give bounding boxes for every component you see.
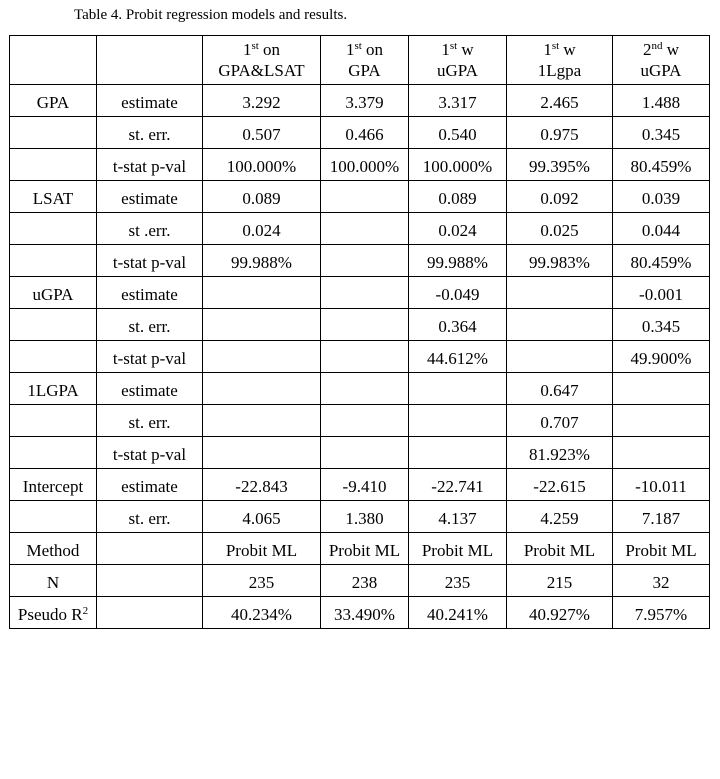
statistic-cell: [97, 597, 203, 629]
value-cell: 0.039: [613, 181, 710, 213]
table-row: [10, 501, 710, 533]
value-cell: 0.089: [409, 181, 507, 213]
variable-cell: Method: [10, 533, 97, 565]
statistic-cell: t-stat p-val: [97, 245, 203, 277]
statistic-cell: estimate: [97, 85, 203, 117]
value-cell: 100.000%: [409, 149, 507, 181]
value-cell: 1.488: [613, 85, 710, 117]
value-cell: [507, 341, 613, 373]
variable-cell: [10, 149, 97, 181]
value-cell: [203, 373, 321, 405]
variable-cell: GPA: [10, 85, 97, 117]
statistic-cell: estimate: [97, 469, 203, 501]
column-header: 1st w uGPA: [409, 36, 507, 85]
value-cell: 80.459%: [613, 149, 710, 181]
value-cell: [321, 277, 409, 309]
table-row: [10, 309, 710, 341]
value-cell: [321, 341, 409, 373]
value-cell: [321, 437, 409, 469]
header-corner-variable: [10, 36, 97, 85]
value-cell: 0.024: [203, 213, 321, 245]
value-cell: 0.345: [613, 309, 710, 341]
variable-cell: [10, 437, 97, 469]
value-cell: [613, 373, 710, 405]
value-cell: Probit ML: [507, 533, 613, 565]
value-cell: [321, 373, 409, 405]
value-cell: -10.011: [613, 469, 710, 501]
value-cell: 215: [507, 565, 613, 597]
statistic-cell: t-stat p-val: [97, 437, 203, 469]
header-row: [10, 36, 710, 85]
value-cell: 40.234%: [203, 597, 321, 629]
column-header: 1st w 1Lgpa: [507, 36, 613, 85]
value-cell: 4.259: [507, 501, 613, 533]
value-cell: 100.000%: [203, 149, 321, 181]
value-cell: 0.466: [321, 117, 409, 149]
column-header: 1st on GPA: [321, 36, 409, 85]
value-cell: 99.988%: [203, 245, 321, 277]
statistic-cell: t-stat p-val: [97, 341, 203, 373]
value-cell: [203, 405, 321, 437]
value-cell: Probit ML: [409, 533, 507, 565]
header-corner-statistic: [97, 36, 203, 85]
value-cell: 100.000%: [321, 149, 409, 181]
value-cell: 3.379: [321, 85, 409, 117]
value-cell: 0.089: [203, 181, 321, 213]
value-cell: [321, 245, 409, 277]
value-cell: Probit ML: [203, 533, 321, 565]
value-cell: 0.647: [507, 373, 613, 405]
variable-cell: [10, 309, 97, 341]
value-cell: 40.241%: [409, 597, 507, 629]
value-cell: 2.465: [507, 85, 613, 117]
statistic-cell: st. err.: [97, 405, 203, 437]
value-cell: 0.975: [507, 117, 613, 149]
table-row: [10, 117, 710, 149]
variable-cell: uGPA: [10, 277, 97, 309]
table-row: [10, 597, 710, 629]
table-row: [10, 245, 710, 277]
value-cell: [613, 437, 710, 469]
value-cell: [613, 405, 710, 437]
value-cell: 33.490%: [321, 597, 409, 629]
statistic-cell: [97, 533, 203, 565]
value-cell: 235: [409, 565, 507, 597]
value-cell: 99.983%: [507, 245, 613, 277]
variable-cell: [10, 405, 97, 437]
value-cell: 4.065: [203, 501, 321, 533]
value-cell: [203, 341, 321, 373]
value-cell: 0.345: [613, 117, 710, 149]
value-cell: [203, 437, 321, 469]
variable-cell: [10, 213, 97, 245]
value-cell: 32: [613, 565, 710, 597]
statistic-cell: estimate: [97, 373, 203, 405]
variable-cell: Pseudo $R^2$: [10, 597, 97, 629]
table-row: [10, 341, 710, 373]
value-cell: 99.395%: [507, 149, 613, 181]
value-cell: 0.044: [613, 213, 710, 245]
table-row: [10, 213, 710, 245]
value-cell: 3.317: [409, 85, 507, 117]
table-row: [10, 469, 710, 501]
statistic-cell: st .err.: [97, 213, 203, 245]
column-header: 1st on GPA&LSAT: [203, 36, 321, 85]
table-caption: Table 4. Probit regression models and results.: [74, 7, 348, 23]
value-cell: 0.364: [409, 309, 507, 341]
value-cell: 40.927%: [507, 597, 613, 629]
variable-cell: 1LGPA: [10, 373, 97, 405]
statistic-cell: estimate: [97, 181, 203, 213]
value-cell: 44.612%: [409, 341, 507, 373]
value-cell: 81.923%: [507, 437, 613, 469]
value-cell: [321, 309, 409, 341]
value-cell: 7.187: [613, 501, 710, 533]
column-header: 2nd w uGPA: [613, 36, 710, 85]
probit-results-table: [9, 35, 710, 629]
table-row: [10, 565, 710, 597]
value-cell: -0.001: [613, 277, 710, 309]
variable-cell: [10, 117, 97, 149]
variable-cell: [10, 501, 97, 533]
value-cell: [409, 405, 507, 437]
value-cell: 4.137: [409, 501, 507, 533]
statistic-cell: st. err.: [97, 309, 203, 341]
value-cell: 0.024: [409, 213, 507, 245]
value-cell: -9.410: [321, 469, 409, 501]
statistic-cell: st. err.: [97, 117, 203, 149]
value-cell: 80.459%: [613, 245, 710, 277]
value-cell: Probit ML: [613, 533, 710, 565]
variable-cell: [10, 245, 97, 277]
table-row: [10, 437, 710, 469]
value-cell: [507, 309, 613, 341]
value-cell: 238: [321, 565, 409, 597]
value-cell: 99.988%: [409, 245, 507, 277]
variable-cell: [10, 341, 97, 373]
statistic-cell: t-stat p-val: [97, 149, 203, 181]
value-cell: -22.615: [507, 469, 613, 501]
statistic-cell: estimate: [97, 277, 203, 309]
value-cell: [321, 213, 409, 245]
variable-cell: N: [10, 565, 97, 597]
value-cell: 7.957%: [613, 597, 710, 629]
value-cell: [409, 373, 507, 405]
value-cell: 235: [203, 565, 321, 597]
value-cell: 0.025: [507, 213, 613, 245]
table-row: [10, 405, 710, 437]
value-cell: -0.049: [409, 277, 507, 309]
variable-cell: Intercept: [10, 469, 97, 501]
value-cell: 0.540: [409, 117, 507, 149]
statistic-cell: st. err.: [97, 501, 203, 533]
value-cell: 3.292: [203, 85, 321, 117]
table-row: [10, 85, 710, 117]
value-cell: 0.707: [507, 405, 613, 437]
table-row: [10, 149, 710, 181]
table-row: [10, 181, 710, 213]
value-cell: [203, 309, 321, 341]
table-row: [10, 277, 710, 309]
value-cell: 1.380: [321, 501, 409, 533]
value-cell: [409, 437, 507, 469]
value-cell: 0.092: [507, 181, 613, 213]
value-cell: [203, 277, 321, 309]
value-cell: [321, 181, 409, 213]
value-cell: [507, 277, 613, 309]
table-row: [10, 533, 710, 565]
value-cell: 0.507: [203, 117, 321, 149]
variable-cell: LSAT: [10, 181, 97, 213]
value-cell: Probit ML: [321, 533, 409, 565]
value-cell: [321, 405, 409, 437]
statistic-cell: [97, 565, 203, 597]
value-cell: 49.900%: [613, 341, 710, 373]
value-cell: -22.843: [203, 469, 321, 501]
value-cell: -22.741: [409, 469, 507, 501]
table-row: [10, 373, 710, 405]
